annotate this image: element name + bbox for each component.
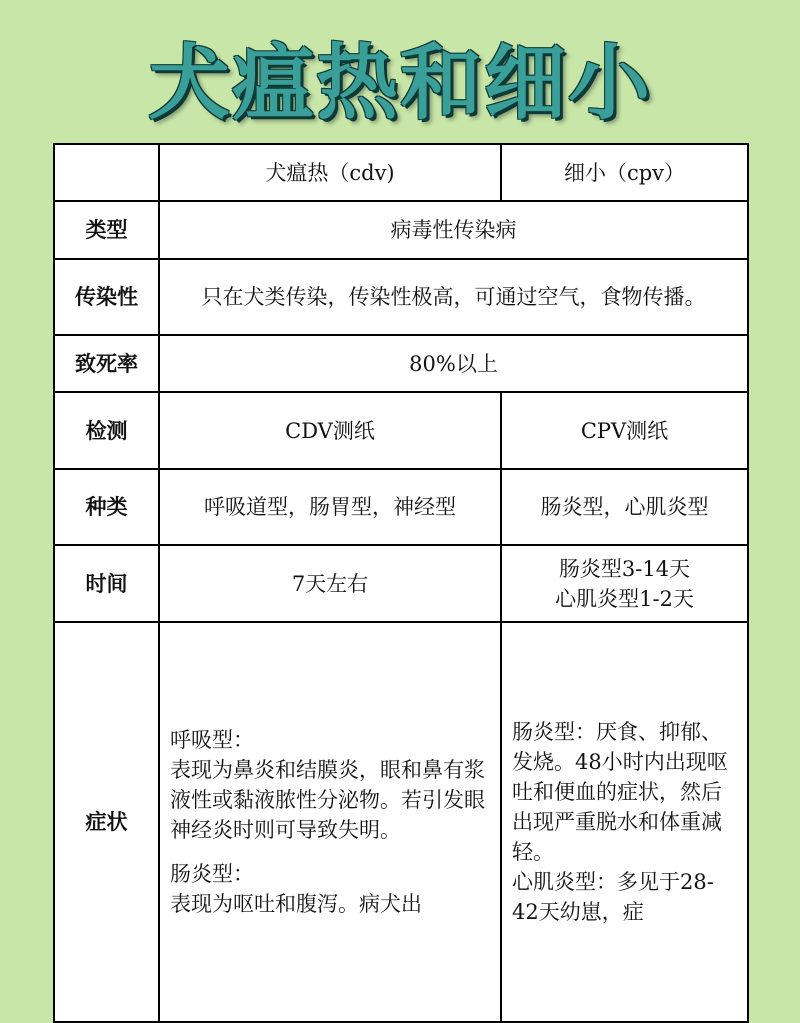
row-type — [54, 201, 748, 259]
page-title: 犬瘟热和细小 — [147, 36, 652, 131]
row-symptoms — [54, 622, 748, 1022]
cdv-resp-title: 呼吸型： — [170, 728, 254, 752]
row-mortality — [54, 335, 748, 392]
row-symptoms-cdv — [159, 622, 501, 1022]
row-kinds-cpv: 肠炎型，心肌炎型 — [501, 469, 748, 545]
row-mortality-label: 致死率 — [54, 335, 159, 392]
cdv-gi-title: 肠炎型： — [170, 862, 254, 886]
comparison-table — [53, 143, 749, 1023]
cpv-myocarditis-text: 心肌炎型：多见于28-42天幼崽，症 — [512, 870, 714, 924]
row-time-cpv — [501, 545, 748, 622]
row-detection-cdv: CDV测纸 — [159, 392, 501, 469]
row-contagion — [54, 259, 748, 335]
row-contagion-label: 传染性 — [54, 259, 159, 335]
row-time-cpv-line2: 心肌炎型1-2天 — [555, 586, 694, 611]
row-detection — [54, 392, 748, 469]
row-type-value: 病毒性传染病 — [159, 201, 748, 259]
corner-cell — [54, 144, 159, 201]
row-kinds-cdv: 呼吸道型，肠胃型，神经型 — [159, 469, 501, 545]
row-contagion-value: 只在犬类传染，传染性极高，可通过空气，食物传播。 — [159, 259, 748, 335]
cdv-gi-text: 表现为呕吐和腹泻。病犬出 — [170, 892, 422, 916]
row-time-label: 时间 — [54, 545, 159, 622]
header-row — [54, 144, 748, 201]
header-cpv: 细小（cpv） — [501, 144, 748, 201]
row-symptoms-cpv — [501, 622, 748, 1022]
row-kinds-label: 种类 — [54, 469, 159, 545]
row-time-cdv: 7天左右 — [159, 545, 501, 622]
header-cdv: 犬瘟热（cdv) — [159, 144, 501, 201]
row-symptoms-label: 症状 — [54, 622, 159, 1022]
row-detection-label: 检测 — [54, 392, 159, 469]
cdv-resp-text: 表现为鼻炎和结膜炎，眼和鼻有浆液性或黏液脓性分泌物。若引发眼神经炎时则可导致失明。 — [170, 758, 485, 842]
row-kinds — [54, 469, 748, 545]
cpv-enteritis-text: 肠炎型：厌食、抑郁、发烧。48小时内出现呕吐和便血的症状，然后出现严重脱水和体重减轻。 — [512, 720, 728, 864]
row-type-label: 类型 — [54, 201, 159, 259]
row-time-cpv-line1: 肠炎型3-14天 — [558, 556, 691, 581]
row-mortality-value: 80%以上 — [159, 335, 748, 392]
row-time — [54, 545, 748, 622]
row-detection-cpv: CPV测纸 — [501, 392, 748, 469]
